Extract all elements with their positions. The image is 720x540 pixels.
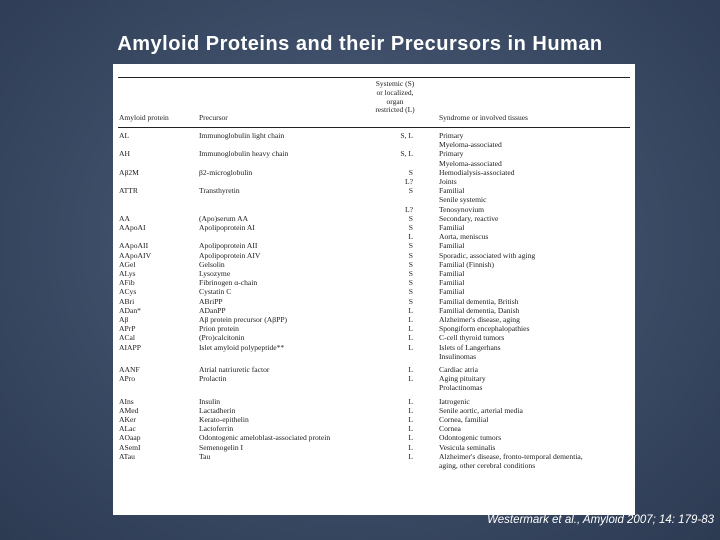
header-systemic-line1: Systemic (S) (375, 79, 415, 88)
cell-syndrome: Familial (439, 241, 465, 251)
cell-distribution: L? (404, 204, 413, 214)
table-row (113, 287, 635, 296)
cell-syndrome: Iatrogenic (439, 396, 470, 406)
cell-syndrome: Cornea (439, 424, 461, 434)
table-row (113, 415, 635, 424)
cell-precursor: Apolipoprotein AI (199, 223, 255, 232)
cell-amyloid: ACys (119, 287, 137, 297)
cell-distribution: L (408, 451, 413, 461)
cell-syndrome: Cornea, familial (439, 415, 489, 424)
table-row (113, 177, 635, 186)
cell-syndrome: Sporadic, associated with aging (439, 250, 536, 260)
slide-title: Amyloid Proteins and their Precursors in Human (117, 33, 603, 55)
cell-distribution: L (408, 433, 413, 443)
cell-amyloid: AApoAII (119, 241, 149, 251)
table-row (113, 315, 635, 324)
cell-distribution: L (408, 405, 413, 415)
cell-precursor: Tau (199, 451, 211, 461)
cell-precursor: Gelsolin (199, 259, 225, 269)
table-row (113, 260, 635, 269)
cell-syndrome: Familial (439, 278, 465, 288)
cell-distribution: S (408, 186, 413, 196)
cell-precursor: Insulin (199, 396, 221, 406)
table-row (113, 131, 635, 140)
cell-syndrome: Familial (Finnish) (439, 259, 495, 269)
header-precursor: Precursor (199, 113, 228, 122)
header-systemic-line4: restricted (L) (375, 105, 415, 115)
citation: Westermark et al., Amyloid 2007; 14: 179-83 (487, 514, 714, 526)
cell-syndrome: Familial dementia, British (439, 296, 519, 306)
cell-distribution: S (408, 250, 413, 260)
cell-distribution: S (408, 241, 413, 251)
cell-distribution: L (408, 342, 413, 352)
cell-syndrome: Myeloma-associated (439, 140, 502, 150)
cell-precursor: Islet amyloid polypeptide** (199, 342, 285, 352)
table-row (113, 333, 635, 342)
cell-precursor: Prion protein (199, 324, 239, 334)
table-row (113, 149, 635, 158)
cell-distribution: L (408, 324, 413, 334)
table-row (113, 214, 635, 223)
cell-distribution: L (408, 415, 413, 424)
cell-precursor: Aβ protein precursor (AβPP) (199, 315, 288, 324)
cell-distribution: S (408, 167, 413, 177)
cell-amyloid: AA (119, 213, 130, 223)
header-amyloid: Amyloid protein (119, 113, 169, 122)
cell-amyloid: AKer (119, 415, 136, 424)
table-row (113, 352, 635, 361)
table-row (113, 424, 635, 433)
cell-amyloid: ABri (119, 296, 135, 306)
table-row (113, 278, 635, 287)
cell-amyloid: AL (119, 131, 130, 140)
cell-distribution: L (408, 333, 413, 343)
table-row (113, 168, 635, 177)
cell-distribution: S (408, 223, 413, 232)
cell-distribution: S (408, 278, 413, 288)
table-row (113, 452, 635, 461)
cell-syndrome: Primary (439, 149, 464, 159)
cell-precursor: Prolactin (199, 374, 227, 384)
cell-syndrome: Prolactinomas (439, 383, 483, 393)
table-row (113, 406, 635, 415)
cell-amyloid: ATau (119, 451, 135, 461)
table-row (113, 397, 635, 406)
cell-precursor: Apolipoprotein AII (199, 241, 258, 251)
cell-precursor: Immunoglobulin heavy chain (199, 149, 289, 159)
cell-syndrome: Tenosynovium (439, 204, 485, 214)
table-row (113, 140, 635, 149)
cell-amyloid: ATTR (119, 186, 138, 196)
cell-syndrome: Vesicula seminalis (439, 442, 496, 452)
cell-amyloid: APro (119, 374, 136, 384)
cell-precursor: ABriPP (199, 296, 223, 306)
cell-syndrome: Secondary, reactive (439, 213, 499, 223)
cell-syndrome: Aorta, meniscus (439, 232, 489, 242)
cell-precursor: Transthyretin (199, 186, 240, 196)
cell-precursor: ADanPP (199, 305, 226, 315)
cell-amyloid: ADan* (119, 305, 141, 315)
cell-syndrome: Insulinomas (439, 351, 477, 361)
cell-precursor: Immunoglobulin light chain (199, 131, 285, 140)
table-row (113, 269, 635, 278)
table-image (113, 64, 635, 515)
table-row (113, 241, 635, 250)
cell-amyloid: AOaap (119, 433, 141, 443)
cell-distribution: L (408, 374, 413, 384)
cell-amyloid: AIAPP (119, 342, 141, 352)
table-top-rule (118, 77, 630, 78)
cell-syndrome: Alzheimer's disease, fronto-temporal dementia, (439, 451, 583, 461)
cell-precursor: Atrial natriuretic factor (199, 365, 270, 374)
cell-syndrome: Primary (439, 131, 464, 140)
cell-syndrome: Aging pituitary (439, 374, 486, 384)
cell-syndrome: Cardiac atria (439, 365, 478, 374)
cell-syndrome: Spongiform encephalopathies (439, 324, 530, 334)
table-row (113, 205, 635, 214)
cell-precursor: Lactoferrin (199, 424, 234, 434)
cell-distribution: S (408, 259, 413, 269)
cell-distribution: L (408, 442, 413, 452)
table-row (113, 251, 635, 260)
cell-precursor: Kerato-epithelin (199, 415, 249, 424)
cell-amyloid: AMed (119, 405, 139, 415)
cell-amyloid: AFib (119, 278, 135, 288)
table-row (113, 186, 635, 195)
cell-syndrome: Joints (439, 177, 457, 186)
cell-distribution: L (408, 315, 413, 324)
header-systemic-line2: or localized, (376, 87, 414, 97)
cell-precursor: Apolipoprotein AIV (199, 250, 261, 260)
cell-amyloid: AIns (119, 396, 134, 406)
header-systemic (363, 80, 427, 115)
cell-amyloid: AANF (119, 365, 140, 374)
table-row (113, 365, 635, 374)
cell-distribution: L (408, 305, 413, 315)
cell-syndrome: Hemodialysis-associated (439, 167, 515, 177)
table-row (113, 306, 635, 315)
table-row (113, 374, 635, 383)
cell-precursor: Semenogelin I (199, 442, 244, 452)
table-header-rule (118, 127, 630, 128)
cell-syndrome: Senile aortic, arterial media (439, 405, 523, 415)
table-row (113, 223, 635, 232)
cell-precursor: Lactadherin (199, 405, 236, 415)
cell-amyloid: ACal (119, 333, 136, 343)
cell-syndrome: Alzheimer's disease, aging (439, 315, 520, 324)
cell-syndrome: C-cell thyroid tumors (439, 333, 505, 343)
cell-amyloid: ASemI (119, 442, 141, 452)
cell-distribution: S (408, 213, 413, 223)
table-row (113, 343, 635, 352)
table-row (113, 159, 635, 168)
cell-amyloid: AH (119, 149, 130, 159)
table-row (113, 383, 635, 392)
cell-amyloid: APrP (119, 324, 136, 334)
cell-syndrome: Odontogenic tumors (439, 433, 502, 443)
cell-syndrome: Familial (439, 287, 465, 297)
cell-distribution: S, L (400, 131, 413, 140)
table-row (113, 324, 635, 333)
cell-distribution: L (408, 232, 413, 242)
cell-precursor: Odontogenic ameloblast-associated protein (199, 433, 331, 443)
table-row (113, 443, 635, 452)
table-row (113, 232, 635, 241)
cell-distribution: L (408, 365, 413, 374)
cell-precursor: β2-microglobulin (199, 167, 253, 177)
cell-amyloid: AGel (119, 259, 136, 269)
cell-precursor: (Apo)serum AA (199, 213, 249, 223)
cell-precursor: Cystatin C (199, 287, 232, 297)
cell-amyloid: AApoAIV (119, 250, 152, 260)
cell-distribution: L? (404, 177, 413, 186)
table-row (113, 297, 635, 306)
cell-amyloid: ALys (119, 269, 136, 278)
cell-distribution: L (408, 396, 413, 406)
header-syndrome: Syndrome or involved tissues (439, 113, 528, 122)
table-row (113, 195, 635, 204)
cell-precursor: (Pro)calcitonin (199, 333, 245, 343)
cell-precursor: Fibrinogen α-chain (199, 278, 258, 288)
cell-precursor: Lysozyme (199, 269, 231, 278)
cell-distribution: S (408, 287, 413, 297)
cell-amyloid: Aβ2M (119, 167, 139, 177)
cell-syndrome: Familial dementia, Danish (439, 305, 520, 315)
table-row (113, 433, 635, 442)
cell-syndrome: Familial (439, 223, 465, 232)
cell-syndrome: Familial (439, 269, 465, 278)
cell-distribution: L (408, 424, 413, 434)
cell-distribution: S (408, 296, 413, 306)
cell-amyloid: Aβ (119, 315, 129, 324)
cell-syndrome: Myeloma-associated (439, 158, 502, 168)
cell-syndrome: Senile systemic (439, 195, 487, 205)
cell-syndrome: aging, other cerebral conditions (439, 461, 536, 470)
cell-syndrome: Familial (439, 186, 465, 196)
cell-distribution: S, L (400, 149, 413, 159)
cell-amyloid: ALac (119, 424, 136, 434)
cell-syndrome: Islets of Langerhans (439, 342, 501, 352)
table-row (113, 461, 635, 470)
header-systemic-line3: organ (386, 96, 404, 106)
cell-amyloid: AApoAI (119, 223, 146, 232)
cell-distribution: S (408, 269, 413, 278)
